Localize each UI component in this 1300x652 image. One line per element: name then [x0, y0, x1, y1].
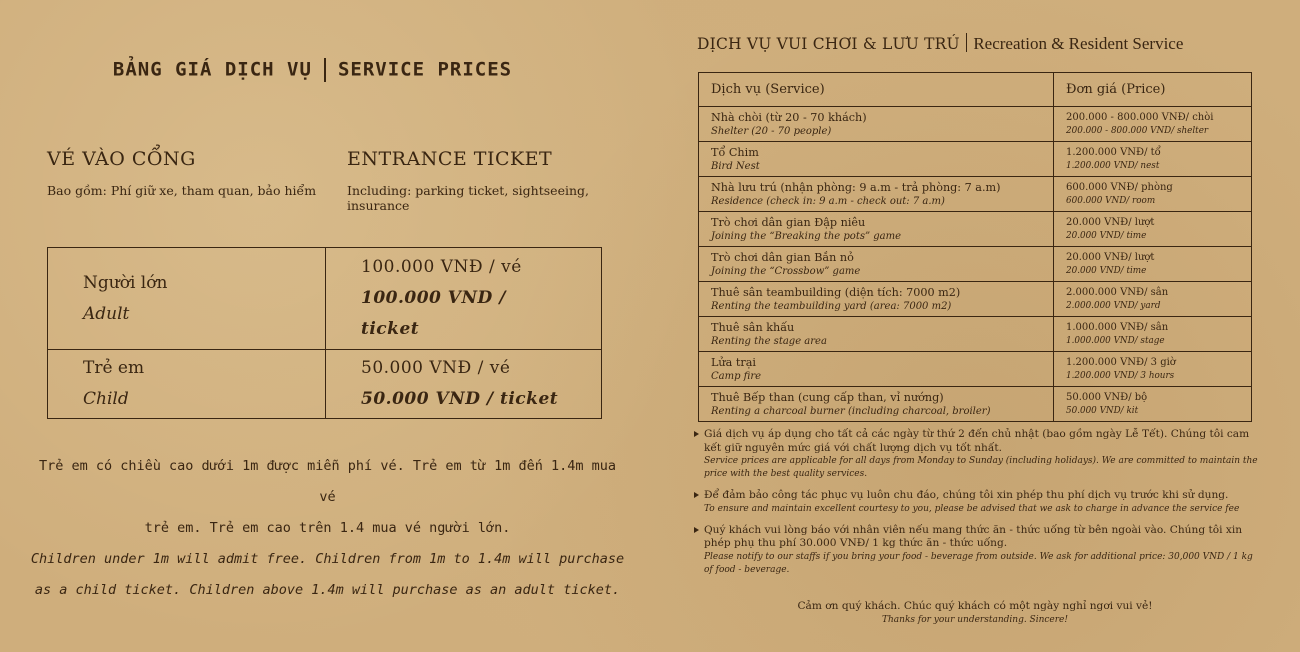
policy-line-vi: Trẻ em có chiều cao dưới 1m được miễn phí vé. Trẻ em từ 1m đến 1.4m mua vé — [38, 458, 617, 505]
price-vi: 2.000.000 VNĐ/ sân — [1066, 286, 1169, 298]
ticket-label-en: Child — [83, 389, 129, 410]
service-cell — [699, 387, 1054, 422]
ticket-price-table — [47, 247, 602, 419]
price-cell — [1054, 177, 1252, 212]
header-price: Đơn giá (Price) — [1054, 73, 1252, 107]
service-name-vi: Thuê sân khấu — [711, 320, 795, 334]
price-en: 2.000.000 VND/ yard — [1066, 300, 1161, 311]
title-divider — [324, 58, 326, 82]
price-en: 20.000 VND/ time — [1066, 230, 1147, 241]
note-item — [694, 489, 1259, 516]
service-name-vi: Thuê sân teambuilding (diện tích: 7000 m2) — [711, 285, 961, 299]
price-vi: 1.000.000 VNĐ/ sân — [1066, 321, 1169, 333]
ticket-row-adult — [48, 248, 602, 350]
service-price-table — [698, 72, 1252, 422]
service-name-en: Joining the “Breaking the pots” game — [711, 230, 902, 242]
ticket-label-en: Adult — [83, 303, 130, 324]
service-name-vi: Nhà chòi (từ 20 - 70 khách) — [711, 110, 867, 124]
service-cell — [699, 352, 1054, 387]
price-en: 600.000 VND/ room — [1066, 195, 1156, 206]
thanks-vi: Cảm ơn quý khách. Chúc quý khách có một ngày nghỉ ngơi vui vẻ! — [797, 600, 1153, 612]
ticket-price-vi: 100.000 VNĐ / vé — [361, 257, 522, 278]
price-en: 50.000 VND/ kit — [1066, 405, 1139, 416]
service-cell — [699, 282, 1054, 317]
ticket-price-cell — [326, 248, 602, 350]
right-panel — [650, 0, 1300, 652]
bullet-arrow-icon — [694, 492, 699, 498]
section-title — [697, 33, 1287, 54]
table-row — [699, 317, 1252, 352]
price-cell — [1054, 317, 1252, 352]
entrance-heading-en: ENTRANCE TICKET — [347, 148, 553, 170]
policy-line-en: Children under 1m will admit free. Children from 1m to 1.4m will purchase — [30, 551, 625, 567]
price-cell — [1054, 212, 1252, 247]
price-vi: 50.000 VNĐ/ bộ — [1066, 391, 1148, 403]
price-vi: 1.200.000 VNĐ/ tổ — [1066, 146, 1161, 158]
price-en: 1.200.000 VND/ nest — [1066, 160, 1160, 171]
price-cell — [1054, 247, 1252, 282]
table-row — [699, 212, 1252, 247]
ticket-price-vi: 50.000 VNĐ / vé — [361, 358, 511, 379]
price-vi: 200.000 - 800.000 VNĐ/ chòi — [1066, 111, 1214, 123]
bullet-arrow-icon — [694, 527, 699, 533]
note-text-vi: Giá dịch vụ áp dụng cho tất cả các ngày từ thứ 2 đến chủ nhật (bao gồm ngày Lễ Tết). Chúng tôi cam kết giữ nguyên mức giá với chất lượng dịch vụ tốt nhất. — [704, 428, 1250, 454]
service-name-en: Joining the “Crossbow” game — [711, 265, 861, 277]
service-name-en: Renting the stage area — [711, 335, 827, 347]
price-cell — [1054, 142, 1252, 177]
header-service: Dịch vụ (Service) — [699, 73, 1054, 107]
table-row — [699, 352, 1252, 387]
service-name-en: Camp fire — [711, 370, 762, 382]
price-cell — [1054, 387, 1252, 422]
page-title — [0, 58, 625, 82]
note-item — [694, 524, 1259, 577]
thank-you-message — [698, 599, 1252, 627]
ticket-label-cell — [48, 350, 326, 419]
service-name-vi: Trò chơi dân gian Đập niêu — [711, 215, 866, 229]
note-text-en: Service prices are applicable for all days from Monday to Sunday (including holidays). We are committed to maintain the price with the best quality services. — [704, 456, 1258, 479]
entrance-heading-vi: VÉ VÀO CỔNG — [47, 148, 196, 170]
service-name-en: Renting the teambuilding yard (area: 7000 m2) — [711, 300, 952, 312]
including-text-en: Including: parking ticket, sightseeing, insurance — [347, 183, 589, 213]
service-notes — [694, 428, 1259, 585]
note-text-en: Please notify to our staffs if you bring your food - beverage from outside. We ask for additional price: 30,000 VND / 1 kg of food - beverage. — [704, 551, 1253, 575]
price-vi: 20.000 VNĐ/ lượt — [1066, 251, 1155, 263]
title-vi: BẢNG GIÁ DỊCH VỤ — [112, 58, 312, 81]
service-name-vi: Lửa trại — [711, 355, 756, 369]
including-text-vi: Bao gồm: Phí giữ xe, tham quan, bảo hiểm — [47, 183, 317, 198]
ticket-label-vi: Người lớn — [83, 272, 168, 293]
title-en: SERVICE PRICES — [337, 58, 513, 81]
service-cell — [699, 247, 1054, 282]
title-divider — [966, 33, 968, 52]
child-ticket-policy — [30, 451, 625, 606]
service-name-vi: Tổ Chim — [711, 145, 759, 159]
price-vi: 20.000 VNĐ/ lượt — [1066, 216, 1155, 228]
note-text-vi: Quý khách vui lòng báo với nhân viên nếu mang thức ăn - thức uống từ bên ngoài vào. Chúng tôi xin phép phụ thu phí 30.000 VNĐ/ 1 kg thức ăn - thức uống. — [704, 523, 1243, 549]
service-cell — [699, 317, 1054, 352]
thanks-en: Thanks for your understanding. Sincere! — [881, 615, 1069, 625]
price-vi: 600.000 VNĐ/ phòng — [1066, 181, 1173, 193]
policy-line-vi: trẻ em. Trẻ em cao trên 1.4 mua vé người lớn. — [144, 520, 511, 536]
service-name-vi: Thuê Bếp than (cung cấp than, vỉ nướng) — [711, 390, 944, 404]
table-row — [699, 107, 1252, 142]
service-name-en: Residence (check in: 9 a.m - check out: 7 a.m) — [711, 195, 945, 207]
note-text-vi: Để đảm bảo công tác phục vụ luôn chu đáo, chúng tôi xin phép thu phí dịch vụ trước khi sử dụng. — [704, 489, 1229, 501]
service-cell — [699, 212, 1054, 247]
service-name-en: Bird Nest — [711, 160, 760, 172]
section-title-en: Recreation & Resident Service — [973, 34, 1184, 53]
price-en: 1.200.000 VND/ 3 hours — [1066, 370, 1175, 381]
price-cell — [1054, 282, 1252, 317]
price-en: 20.000 VND/ time — [1066, 265, 1147, 276]
price-vi: 1.200.000 VNĐ/ 3 giờ — [1066, 356, 1176, 368]
table-row — [699, 142, 1252, 177]
table-row — [699, 387, 1252, 422]
service-cell — [699, 107, 1054, 142]
ticket-price-en: 50.000 VND / ticket — [361, 389, 559, 410]
table-row — [699, 282, 1252, 317]
section-title-vi: DỊCH VỤ VUI CHƠI & LƯU TRÚ — [697, 35, 960, 53]
note-item — [694, 428, 1259, 481]
price-en: 1.000.000 VND/ stage — [1066, 335, 1165, 346]
bullet-arrow-icon — [694, 431, 699, 437]
table-header-row — [699, 73, 1252, 107]
ticket-row-child — [48, 350, 602, 419]
service-cell — [699, 177, 1054, 212]
price-en: 200.000 - 800.000 VND/ shelter — [1066, 125, 1209, 136]
price-cell — [1054, 352, 1252, 387]
service-name-en: Renting a charcoal burner (including charcoal, broiler) — [711, 405, 991, 417]
ticket-label-vi: Trẻ em — [83, 358, 145, 379]
ticket-price-cell — [326, 350, 602, 419]
price-cell — [1054, 107, 1252, 142]
service-name-vi: Trò chơi dân gian Bắn nỏ — [711, 250, 854, 264]
policy-line-en: as a child ticket. Children above 1.4m will purchase as an adult ticket. — [34, 582, 621, 598]
ticket-label-cell — [48, 248, 326, 350]
service-name-en: Shelter (20 - 70 people) — [711, 125, 832, 137]
ticket-price-en: 100.000 VND / ticket — [361, 288, 506, 340]
table-row — [699, 177, 1252, 212]
table-row — [699, 247, 1252, 282]
service-name-vi: Nhà lưu trú (nhận phòng: 9 a.m - trả phòng: 7 a.m) — [711, 180, 1001, 194]
note-text-en: To ensure and maintain excellent courtesy to you, please be advised that we ask to charge in advance the service fee — [704, 503, 1240, 514]
service-cell — [699, 142, 1054, 177]
